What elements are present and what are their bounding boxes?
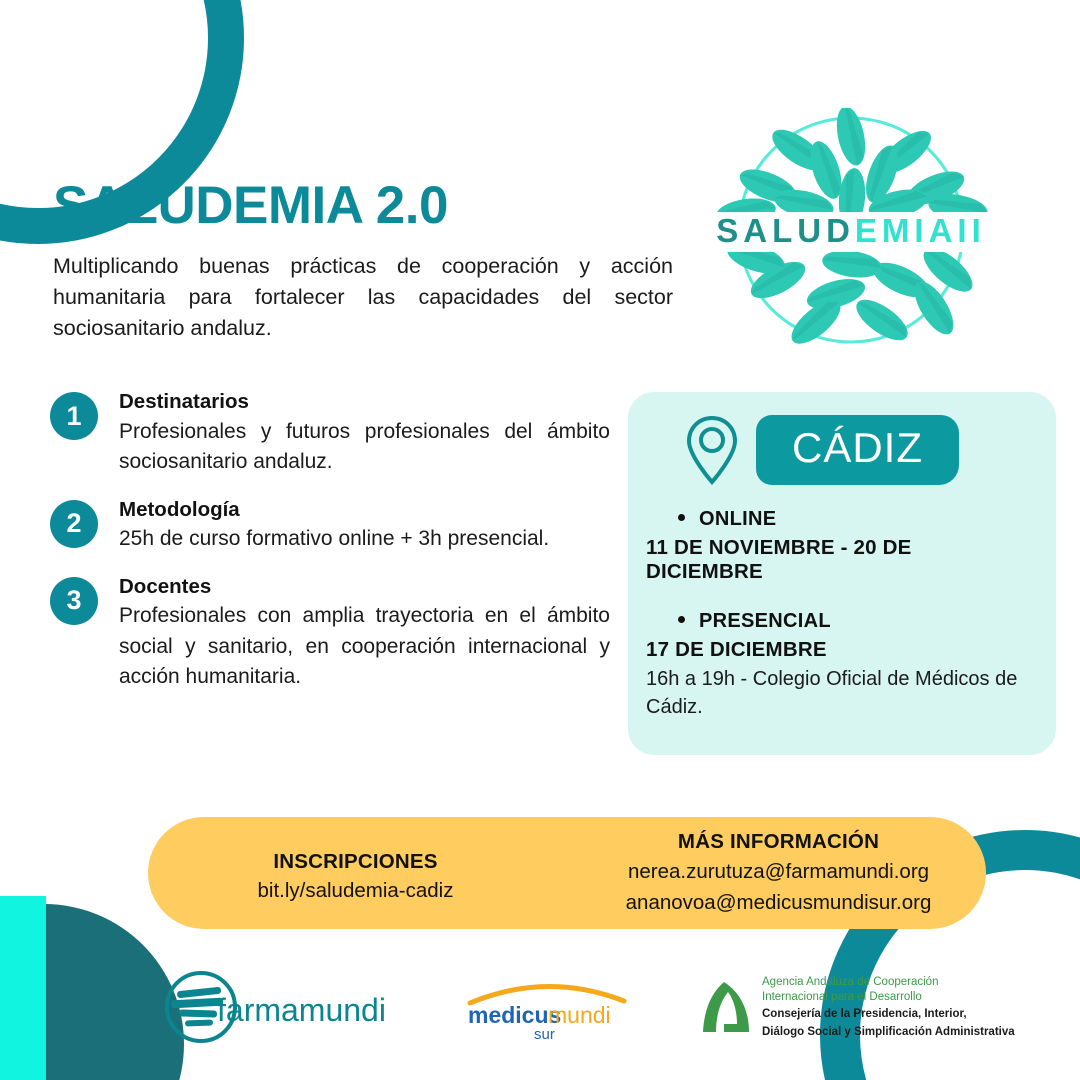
registration-title: INSCRIPCIONES (273, 849, 438, 873)
step-title: Metodología (119, 497, 240, 521)
headline-block (53, 178, 673, 344)
medicus-wordmark: medicus (468, 1002, 562, 1028)
contact-email-1[interactable]: nerea.zurutuza@farmamundi.org (627, 860, 930, 884)
bullet-icon (678, 616, 685, 623)
step-description: 25h de curso formativo online + 3h presencial. (119, 527, 550, 551)
page-title: SALUDEMIA 2.0 (53, 176, 448, 235)
medicus-mundi-sur-logo (462, 973, 632, 1043)
svg-text:SALUDEMIAII: SALUDEMIAII (716, 212, 986, 249)
list-item (50, 388, 610, 478)
mundi-wordmark: mundi (548, 1002, 611, 1028)
session-mode (678, 508, 1030, 531)
andalucia-a-icon (700, 980, 752, 1034)
sur-wordmark: sur (534, 1026, 555, 1043)
session-venue: 16h a 19h - Colegio Oficial de Médicos de Cádiz. (646, 668, 1018, 718)
session-mode-label: ONLINE (699, 508, 777, 530)
leaf-wreath-icon (686, 108, 1016, 358)
spacer (646, 584, 1030, 610)
session-list (628, 486, 1056, 721)
step-description: Profesionales y futuros profesionales del ámbito sociosanitario andaluz. (119, 419, 610, 474)
step-description: Profesionales con amplia trayectoria en el ámbito social y sanitario, en cooperación internacional y acción humanitaria. (119, 604, 610, 689)
farmamundi-wordmark: farmamundi (217, 992, 386, 1028)
session-entry-presencial (646, 610, 1030, 721)
session-dates: 11 DE NOVIEMBRE - 20 DE DICIEMBRE (646, 536, 912, 583)
consejeria-line-1: Consejería de la Presidencia, Interior, (762, 1008, 967, 1021)
list-item (50, 496, 610, 555)
step-number-badge: 2 (50, 500, 98, 548)
contact-email-2[interactable]: ananovoa@medicusmundisur.org (625, 890, 932, 914)
map-pin-icon (684, 414, 740, 486)
registration-block (148, 840, 571, 906)
session-entry-online (646, 508, 1030, 584)
page-subtitle: Multiplicando buenas prácticas de cooperación y acción humanitaria para fortalecer las capacidades del sector sociosanitario andaluz. (53, 253, 673, 340)
step-title: Destinatarios (119, 390, 249, 413)
session-mode-label: PRESENCIAL (699, 610, 831, 632)
session-mode (678, 610, 1030, 633)
bullet-icon (678, 514, 685, 521)
consejeria-line-2: Diálogo Social y Simplificación Administrativa (762, 1025, 1015, 1038)
saludemia-logo (686, 108, 1016, 358)
session-dates: 17 DE DICIEMBRE (646, 638, 827, 661)
junta-text-block (762, 975, 1015, 1040)
registration-link[interactable]: bit.ly/saludemia-cadiz (257, 879, 454, 903)
agency-line-2: Internacional para el Desarrollo (762, 991, 922, 1004)
footer-logos (0, 955, 1080, 1065)
agency-line-1: Agencia Andaluza de Cooperación (762, 976, 939, 988)
steps-list (50, 388, 610, 711)
step-number-badge: 1 (50, 392, 98, 440)
junta-andalucia-logo (700, 975, 1015, 1040)
cta-banner (148, 817, 986, 929)
more-info-title: MÁS INFORMACIÓN (677, 830, 880, 854)
card-header (628, 392, 1056, 486)
location-info-card (628, 392, 1056, 755)
city-badge: CÁDIZ (756, 415, 959, 485)
more-info-block (571, 828, 986, 917)
step-title: Docentes (119, 574, 212, 598)
step-number-badge: 3 (50, 577, 98, 625)
list-item (50, 573, 610, 693)
farmamundi-logo (155, 963, 395, 1051)
